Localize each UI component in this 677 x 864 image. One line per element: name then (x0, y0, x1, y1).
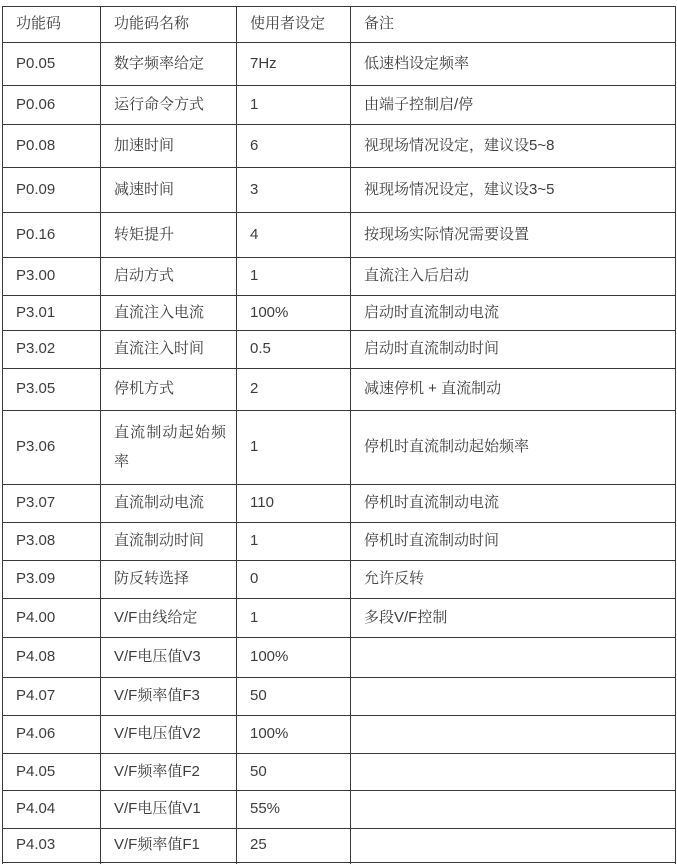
cell-setting: 50 (237, 754, 351, 791)
cell-remark: 视现场情况设定，建议设5~8 (351, 125, 676, 168)
table-row (3, 43, 676, 86)
table-row (3, 258, 676, 296)
cell-code: P3.06 (3, 411, 101, 485)
cell-code: P4.05 (3, 754, 101, 791)
cell-setting: 55% (237, 791, 351, 829)
cell-name: 直流注入时间 (101, 331, 237, 369)
cell-remark (351, 716, 676, 754)
cell-name: 启动方式 (101, 258, 237, 296)
cell-name: 直流制动起始频率 (101, 411, 237, 485)
cell-remark (351, 754, 676, 791)
cell-remark (351, 829, 676, 863)
cell-remark: 停机时直流制动电流 (351, 485, 676, 523)
cell-remark: 由端子控制启/停 (351, 86, 676, 125)
cell-code: P0.05 (3, 43, 101, 86)
cell-name: V/F频率值F3 (101, 678, 237, 716)
table-row (3, 561, 676, 599)
cell-remark: 按现场实际情况需要设置 (351, 213, 676, 258)
cell-name: 防反转选择 (101, 561, 237, 599)
cell-setting: 100% (237, 638, 351, 678)
cell-name: 转矩提升 (101, 213, 237, 258)
cell-remark: 停机时直流制动起始频率 (351, 411, 676, 485)
cell-code: P0.08 (3, 125, 101, 168)
cell-code: P0.06 (3, 86, 101, 125)
cell-setting: 100% (237, 716, 351, 754)
cell-setting: 1 (237, 523, 351, 561)
cell-name: 加速时间 (101, 125, 237, 168)
cell-code: P3.02 (3, 331, 101, 369)
cell-name: V/F电压值V1 (101, 791, 237, 829)
cell-name: V/F频率值F2 (101, 754, 237, 791)
cell-name: V/F由线给定 (101, 599, 237, 638)
cell-name: V/F电压值V2 (101, 716, 237, 754)
table-row (3, 125, 676, 168)
cell-setting: 2 (237, 369, 351, 411)
table-row (3, 331, 676, 369)
cell-name: 停机方式 (101, 369, 237, 411)
table-row (3, 754, 676, 791)
table-row (3, 678, 676, 716)
cell-remark (351, 791, 676, 829)
cell-setting: 1 (237, 599, 351, 638)
cell-setting: 1 (237, 86, 351, 125)
cell-name: 直流注入电流 (101, 296, 237, 331)
table-row (3, 716, 676, 754)
table-row (3, 168, 676, 213)
table-row (3, 638, 676, 678)
cell-name: 减速时间 (101, 168, 237, 213)
cell-setting: 50 (237, 678, 351, 716)
table-row (3, 296, 676, 331)
column-header-code: 功能码 (3, 7, 101, 43)
cell-remark: 允许反转 (351, 561, 676, 599)
cell-remark (351, 678, 676, 716)
table-row (3, 523, 676, 561)
cell-code: P4.06 (3, 716, 101, 754)
cell-name: V/F电压值V3 (101, 638, 237, 678)
table-row (3, 829, 676, 863)
cell-code: P4.03 (3, 829, 101, 863)
cell-setting: 1 (237, 411, 351, 485)
table-row (3, 86, 676, 125)
cell-name: 运行命令方式 (101, 86, 237, 125)
cell-code: P0.16 (3, 213, 101, 258)
cell-setting: 4 (237, 213, 351, 258)
cell-name: 直流制动电流 (101, 485, 237, 523)
cell-setting: 0.5 (237, 331, 351, 369)
cell-remark: 停机时直流制动时间 (351, 523, 676, 561)
cell-setting: 25 (237, 829, 351, 863)
cell-remark: 多段V/F控制 (351, 599, 676, 638)
cell-setting: 100% (237, 296, 351, 331)
column-header-remark: 备注 (351, 7, 676, 43)
table-row (3, 599, 676, 638)
cell-remark: 直流注入后启动 (351, 258, 676, 296)
table-row (3, 411, 676, 485)
table-row (3, 369, 676, 411)
cell-name: 直流制动时间 (101, 523, 237, 561)
cell-setting: 7Hz (237, 43, 351, 86)
table-row (3, 791, 676, 829)
cell-code: P3.08 (3, 523, 101, 561)
cell-name: 数字频率给定 (101, 43, 237, 86)
cell-remark: 启动时直流制动时间 (351, 331, 676, 369)
cell-code: P4.00 (3, 599, 101, 638)
column-header-name: 功能码名称 (101, 7, 237, 43)
cell-setting: 6 (237, 125, 351, 168)
cell-code: P3.05 (3, 369, 101, 411)
cell-remark: 低速档设定频率 (351, 43, 676, 86)
cell-name: V/F频率值F1 (101, 829, 237, 863)
cell-code: P4.04 (3, 791, 101, 829)
cell-code: P3.00 (3, 258, 101, 296)
table-header-row (3, 7, 676, 43)
table-row (3, 213, 676, 258)
cell-code: P0.09 (3, 168, 101, 213)
cell-setting: 1 (237, 258, 351, 296)
cell-code: P3.09 (3, 561, 101, 599)
cell-remark: 视现场情况设定，建议设3~5 (351, 168, 676, 213)
cell-remark: 减速停机 + 直流制动 (351, 369, 676, 411)
cell-setting: 3 (237, 168, 351, 213)
table-row (3, 485, 676, 523)
cell-setting: 0 (237, 561, 351, 599)
cell-code: P4.07 (3, 678, 101, 716)
cell-code: P3.01 (3, 296, 101, 331)
cell-code: P3.07 (3, 485, 101, 523)
cell-setting: 110 (237, 485, 351, 523)
cell-remark: 启动时直流制动电流 (351, 296, 676, 331)
parameter-table (2, 6, 676, 864)
cell-remark (351, 638, 676, 678)
cell-code: P4.08 (3, 638, 101, 678)
column-header-setting: 使用者设定 (237, 7, 351, 43)
